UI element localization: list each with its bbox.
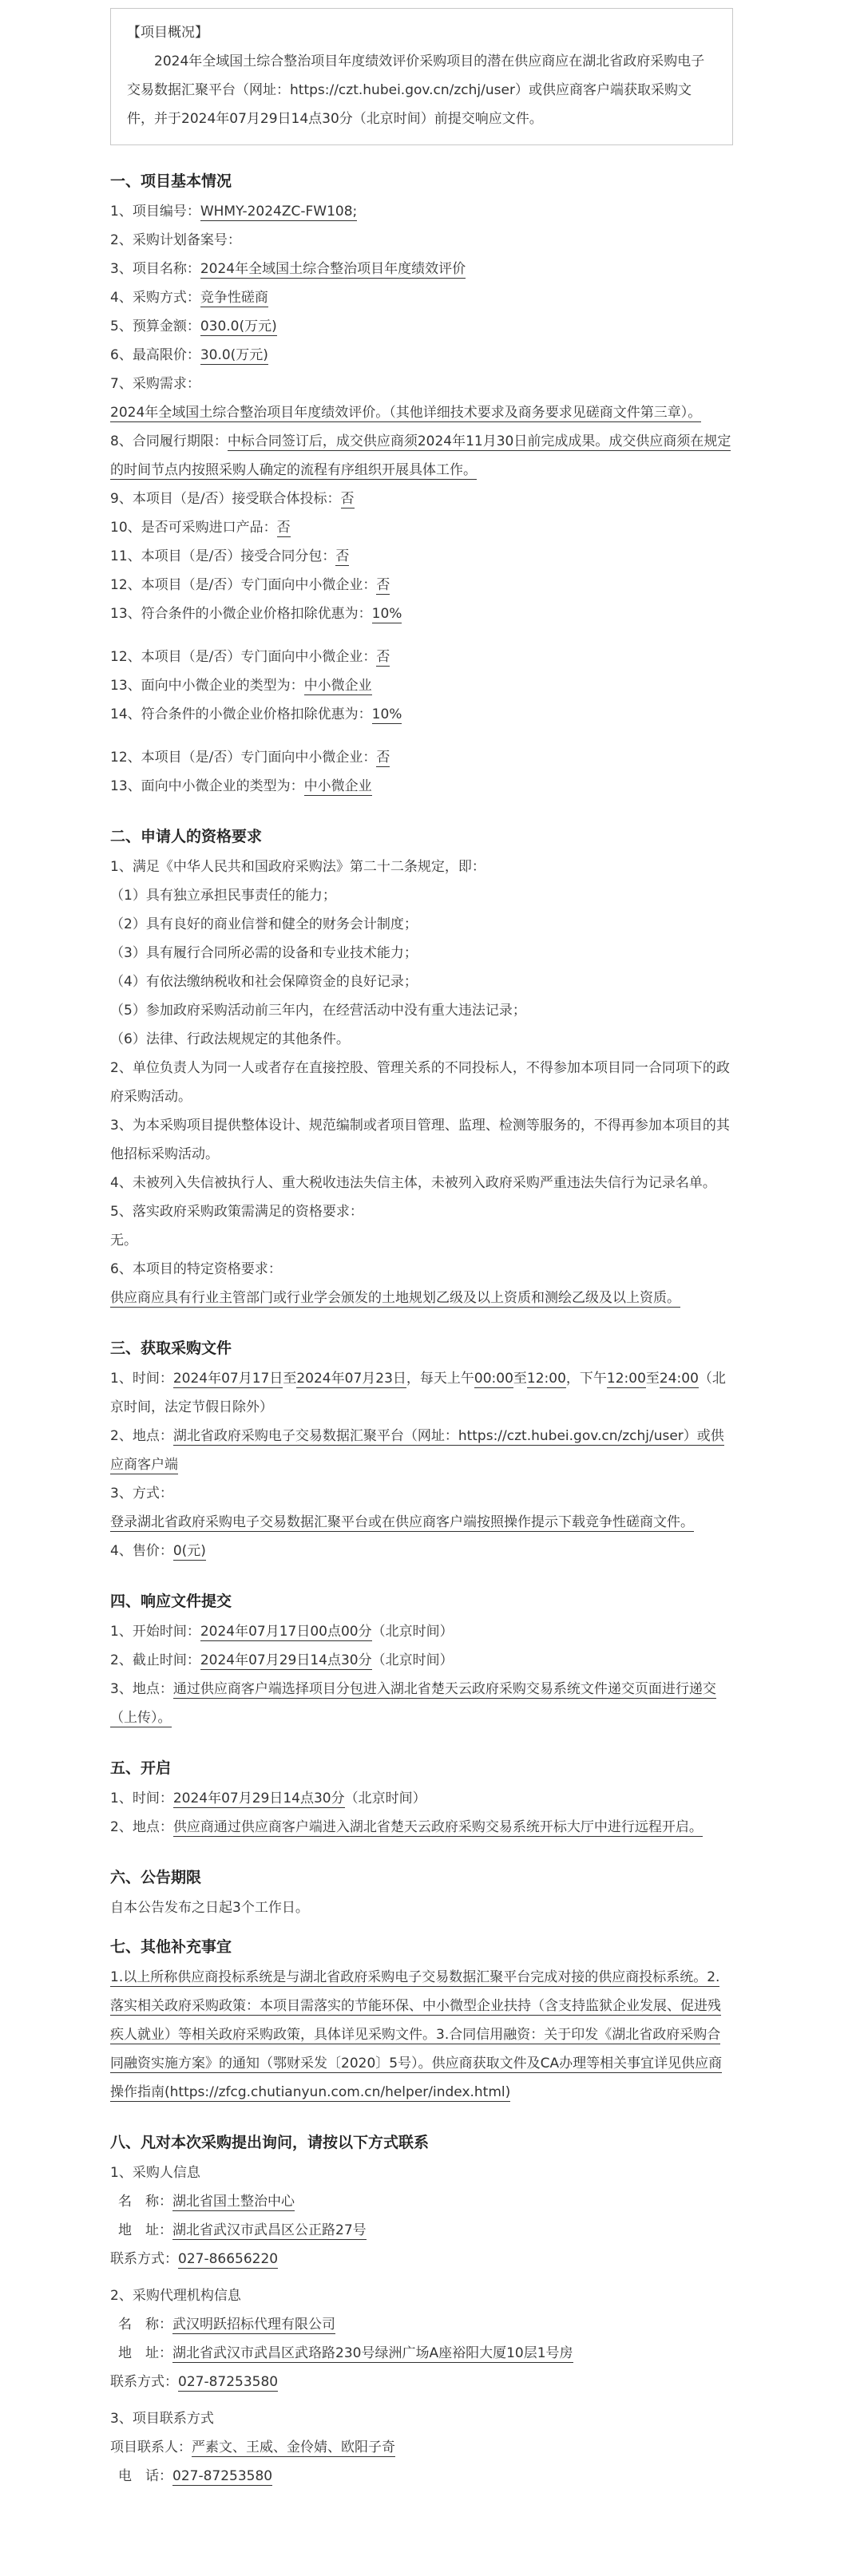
text: ，下午 [565,1371,607,1387]
overview-text: 2024年全域国土综合整治项目年度绩效评价采购项目的潜在供应商应在湖北省政府采购电子交易数据汇聚平台（网址：https://czt.hubei.gov.cn/zchj/user）或供应商客户端获取采购文件，并于2024年07月29日14点30分（北京时间）前提交响应文件。 [127,53,705,127]
plan-record-number [110,226,733,255]
value: 2024年全域国土综合整治项目年度绩效评价。（其他详细技术要求及商务要求见磋商文件第三章）。 [110,405,702,421]
qual-6: 6、本项目的特定资格要求： [110,1261,282,1277]
suffix: （北京时间） [344,1791,426,1806]
obtain-place [110,1422,733,1479]
agency-address [110,2339,733,2368]
label: 名 称： [118,2317,172,2333]
procurement-method [110,283,733,312]
value: 湖北省国土整治中心 [172,2194,295,2210]
time: 12:00 [606,1371,646,1387]
value: 027-87253580 [172,2468,273,2484]
label: 2、采购计划备案号： [110,232,241,248]
value: 027-86656220 [178,2251,279,2267]
label: 地 址： [118,2222,172,2238]
value: 严素文、王威、金伶婧、欧阳子奇 [192,2439,395,2455]
label: 联系方式： [110,2374,178,2390]
value: 供应商应具有行业主管部门或行业学会颁发的土地规划乙级及以上资质和测绘乙级及以上资质。 [110,1290,680,1306]
text: 至 [645,1371,660,1387]
sme-only-c [110,743,733,772]
value: 2024年07月29日14点30分 [172,1791,345,1806]
label: 2、地点： [110,1428,173,1444]
label: 4、采购方式： [110,290,200,306]
value: 10% [371,706,402,722]
contract-period [110,427,733,485]
value: 湖北省武汉市武昌区武珞路230号绿洲广场A座裕阳大厦10层1号房 [172,2345,573,2361]
label: 12、本项目（是/否）专门面向中小微企业： [110,750,377,766]
label: 项目联系人： [110,2439,192,2455]
opening-time [110,1784,733,1813]
project-number [110,197,733,226]
supplementary-text [110,1963,733,2107]
qual-1-item: （5）参加政府采购活动前三年内，在经营活动中没有重大违法记录； [110,1003,526,1019]
value: 2024年07月29日14点30分 [200,1652,372,1668]
label: 4、售价： [110,1543,173,1559]
text: 至 [513,1371,527,1387]
section-title-contact: 八、凡对本次采购提出询问，请按以下方式联系 [110,2134,430,2151]
value: 否 [340,491,355,507]
qual-1-item: （4）有依法缴纳税收和社会保障资金的良好记录； [110,974,418,990]
price-deduction-a [110,599,733,628]
time: 24:00 [659,1371,699,1387]
value: 中小微企业 [303,678,372,694]
label: 14、符合条件的小微企业价格扣除优惠为： [110,706,372,722]
text: 至 [283,1371,297,1387]
value: 30.0(万元) [200,347,268,363]
label: 名 称： [118,2194,172,2210]
value: WHMY-2024ZC-FW108; [200,204,358,220]
value: 2024年07月17日00点00分 [200,1624,372,1640]
purchaser-name [110,2187,733,2216]
overview-tag: 【项目概况】 [127,25,208,41]
obtain-time [110,1364,733,1422]
qual-1-item: （6）法律、行政法规规定的其他条件。 [110,1031,350,1047]
section-title-opening: 五、开启 [110,1759,172,1777]
time: 12:00 [526,1371,566,1387]
doc-price [110,1537,733,1565]
label: 2、截止时间： [110,1652,200,1668]
value: 武汉明跃招标代理有限公司 [172,2317,335,2333]
text: （北京时间，法定节假日除外） [110,1371,726,1415]
section-title-basic: 一、项目基本情况 [110,172,232,190]
announcement [110,0,733,2491]
value: 登录湖北省政府采购电子交易数据汇聚平台或在供应商客户端按照操作提示下载竞争性磋商文件。 [110,1514,694,1530]
subcontracting [110,542,733,571]
label: 13、符合条件的小微企业价格扣除优惠为： [110,606,372,622]
date: 2024年07月17日 [172,1371,283,1387]
submission-place [110,1675,733,1732]
max-price [110,341,733,370]
value: 否 [276,520,291,536]
value: 1.以上所称供应商投标系统是与湖北省政府采购电子交易数据汇聚平台完成对接的供应商投标系统。2.落实相关政府采购政策：本项目需落实的节能环保、中小微型企业扶持（含支持监狱企业发展、促进残疾人就业）等相关政府采购政策，具体详见采购文件。3.合同信用融资：关于印发《湖北省政府采购合同融资实施方案》的通知（鄂财采发〔2020〕5号）。供应商获取文件及CA办理等相关事宜详见供应商操作指南(https://zfcg.chutianyun.com.cn/helper/index.html) [110,1969,723,2100]
qual-1-item: （1）具有独立承担民事责任的能力； [110,888,336,904]
section-title-qualification: 二、申请人的资格要求 [110,828,263,845]
submission-deadline [110,1646,733,1675]
qual-1: 1、满足《中华人民共和国政府采购法》第二十二条规定，即： [110,859,486,875]
budget-amount [110,312,733,341]
sme-only-a [110,571,733,599]
value: 027-87253580 [178,2374,279,2390]
price-deduction-b [110,700,733,729]
project-contact-heading: 3、项目联系方式 [110,2411,214,2427]
section-title-supplementary: 七、其他补充事宜 [110,1938,232,1956]
agency-heading: 2、采购代理机构信息 [110,2288,241,2304]
value: 否 [335,548,350,564]
value: 湖北省政府采购电子交易数据汇聚平台（网址：https://czt.hubei.gov.cn/zchj/user）或供应商客户端 [110,1428,724,1473]
purchaser-heading: 1、采购人信息 [110,2165,200,2181]
section-title-obtain-docs: 三、获取采购文件 [110,1339,232,1357]
label: 12、本项目（是/否）专门面向中小微企业： [110,577,377,593]
value: 湖北省武汉市武昌区公正路27号 [172,2222,367,2238]
value: 通过供应商客户端选择项目分包进入湖北省楚天云政府采购交易系统文件递交页面进行递交（上传）。 [110,1681,716,1726]
qual-4: 4、未被列入失信被执行人、重大税收违法失信主体，未被列入政府采购严重违法失信行为记录名单。 [110,1175,716,1191]
obtain-method [110,1508,733,1537]
value: 0(元) [172,1543,206,1559]
label: 12、本项目（是/否）专门面向中小微企业： [110,649,377,665]
value: 中标合同签订后，成交供应商须2024年11月30日前完成成果。成交供应商须在规定的时间节点内按照采购人确定的流程有序组织开展具体工作。 [110,433,731,478]
project-contact-person [110,2433,733,2462]
label: 地 址： [118,2345,172,2361]
consortium-bid [110,485,733,513]
label: 1、时间： [110,1371,173,1387]
import-products [110,513,733,542]
date: 2024年07月23日 [296,1371,406,1387]
label: 13、面向中小微企业的类型为： [110,778,304,794]
sme-type-b [110,671,733,700]
label: 2、地点： [110,1819,173,1835]
obtain-method-label: 3、方式： [110,1486,173,1502]
sme-type-c [110,772,733,801]
project-name [110,255,733,283]
label: 3、项目名称： [110,261,200,277]
label: 1、时间： [110,1791,173,1806]
requirement-text [110,398,733,427]
label: 联系方式： [110,2251,178,2267]
project-contact-phone [110,2462,733,2491]
sme-only-b [110,643,733,671]
label: 10、是否可采购进口产品： [110,520,277,536]
requirement-label: 7、采购需求： [110,376,200,392]
overview-box [110,8,733,145]
label: 1、项目编号： [110,204,200,220]
value: 否 [376,750,390,766]
suffix: （北京时间） [371,1624,454,1640]
agency-name [110,2310,733,2339]
qual-5-value: 无。 [110,1233,137,1248]
value: 10% [371,606,402,622]
value: 2024年全域国土综合整治项目年度绩效评价 [200,261,466,277]
announcement-period: 自本公告发布之日起3个工作日。 [110,1900,309,1916]
label: 电 话： [118,2468,172,2484]
label: 5、预算金额： [110,319,200,334]
purchaser-address [110,2216,733,2245]
qual-5: 5、落实政府采购政策需满足的资格要求： [110,1204,363,1220]
section-title-submission: 四、响应文件提交 [110,1593,232,1610]
agency-phone [110,2368,733,2396]
label: 6、最高限价： [110,347,200,363]
submission-start [110,1617,733,1646]
label: 9、本项目（是/否）接受联合体投标： [110,491,341,507]
section-title-period: 六、公告期限 [110,1869,202,1886]
value: 030.0(万元) [200,319,277,334]
value: 否 [376,649,390,665]
value: 中小微企业 [303,778,372,794]
value: 供应商通过供应商客户端进入湖北省楚天云政府采购交易系统开标大厅中进行远程开启。 [172,1819,703,1835]
value: 竞争性磋商 [200,290,268,306]
time: 00:00 [474,1371,513,1387]
qual-3: 3、为本采购项目提供整体设计、规范编制或者项目管理、监理、检测等服务的，不得再参加本项目的其他招标采购活动。 [110,1118,730,1162]
label: 11、本项目（是/否）接受合同分包： [110,548,336,564]
label: 8、合同履行期限： [110,433,228,449]
value: 否 [376,577,390,593]
qual-1-item: （3）具有履行合同所必需的设备和专业技术能力； [110,945,418,961]
opening-place [110,1813,733,1842]
suffix: （北京时间） [371,1652,454,1668]
label: 1、开始时间： [110,1624,200,1640]
label: 3、地点： [110,1681,173,1697]
qual-2: 2、单位负责人为同一人或者存在直接控股、管理关系的不同投标人，不得参加本项目同一合同项下的政府采购活动。 [110,1060,730,1105]
label: 13、面向中小微企业的类型为： [110,678,304,694]
qual-6-value [110,1284,733,1312]
text: ，每天上午 [406,1371,474,1387]
purchaser-phone [110,2245,733,2273]
qual-1-item: （2）具有良好的商业信誉和健全的财务会计制度； [110,916,418,932]
